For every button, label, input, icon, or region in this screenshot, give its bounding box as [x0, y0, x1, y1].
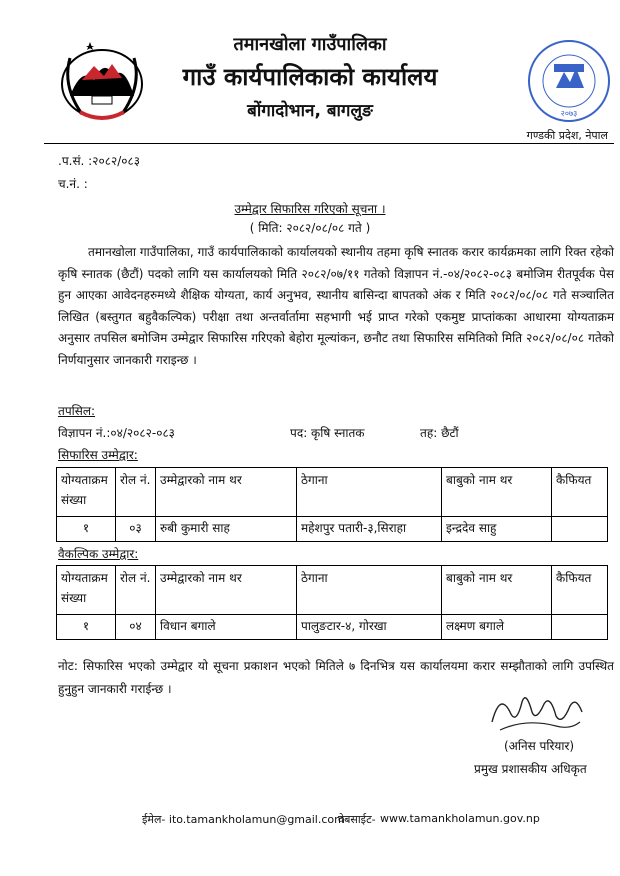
municipality-seal-icon — [524, 36, 614, 126]
reference-number: .प.सं. :२०८२/०८३ — [58, 154, 140, 168]
tapasil-label: तपसिल: — [58, 404, 96, 418]
alternate-table — [56, 565, 608, 640]
table-header-row — [57, 468, 608, 517]
header-cell: बाबुको नाम थर — [442, 566, 552, 615]
address-cell: महेशपुर पतारी-३,सिराहा — [297, 517, 442, 542]
header-cell: उम्मेद्वारको नाम थर — [156, 468, 297, 517]
signature-icon — [486, 682, 586, 742]
roll-cell: ०३ — [116, 517, 156, 542]
signatory-name: (अनिस परियार) — [504, 739, 575, 753]
advertisement-number: विज्ञापन नं.:०४/२०८२-०८३ — [58, 426, 175, 440]
note-text: नोट: सिफारिस भएको उम्मेद्वार यो सूचना प्रकाशन भएको मितिले ७ दिनभित्र यस कार्यालयमा करार सम्झौताको लागि उपस्थित हुनुहुन जानकारी गराईन्छ । — [58, 659, 614, 696]
rank-cell: १ — [57, 517, 116, 542]
header-divider — [44, 143, 614, 144]
signatory-title: प्रमुख प्रशासकीय अधिकृत — [474, 762, 587, 776]
header-cell: ठेगाना — [297, 468, 442, 517]
office-name: गाउँ कार्यपालिकाको कार्यालय — [182, 63, 438, 91]
table-header-row — [57, 566, 608, 615]
table-row — [57, 615, 608, 640]
province-label: गण्डकी प्रदेश, नेपाल — [526, 129, 608, 142]
post-level: तह: छैटौं — [420, 426, 459, 440]
recommended-table — [56, 467, 608, 542]
header-cell: बाबुको नाम थर — [442, 468, 552, 517]
address-cell: पालुङटार-४, गोरखा — [297, 615, 442, 640]
notice-title-text: उम्मेद्वार सिफारिस गरिएको सूचना । — [234, 202, 386, 216]
header-cell: ठेगाना — [297, 566, 442, 615]
office-address: बोंगादोभान, बागलुङ — [247, 101, 373, 121]
remarks-cell — [552, 517, 608, 542]
father-name-cell: लक्ष्मण बगाले — [442, 615, 552, 640]
roll-cell: ०४ — [116, 615, 156, 640]
header-cell: उम्मेद्वारको नाम थर — [156, 566, 297, 615]
post-name: पद: कृषि स्नातक — [290, 426, 365, 440]
father-name-cell: इन्द्रदेव साहु — [442, 517, 552, 542]
table-row — [57, 517, 608, 542]
notice-date: ( मिति: २०८२/०८/०८ गते ) — [249, 221, 371, 235]
header-cell: योग्यताक्रम संख्या — [57, 468, 116, 517]
remarks-cell — [552, 615, 608, 640]
header-cell: कैफियत — [552, 566, 608, 615]
dispatch-number: च.नं. : — [58, 177, 88, 191]
municipality-name: तमानखोला गाउँपालिका — [233, 34, 387, 55]
header-cell: योग्यताक्रम संख्या — [57, 566, 116, 615]
svg-text:२०७३: २०७३ — [560, 109, 578, 118]
footer-website-link[interactable]: www.tamankholamun.gov.np — [380, 812, 540, 825]
header-cell: कैफियत — [552, 468, 608, 517]
recommended-label: सिफारिस उम्मेद्वार: — [58, 448, 138, 462]
rank-cell: १ — [57, 615, 116, 640]
alternate-label: वैकल्पिक उम्मेद्वार: — [58, 547, 139, 561]
notice-title — [0, 200, 620, 217]
footer-website-label: वेबसाईट- — [338, 813, 376, 826]
name-cell: रुबी कुमारी साह — [156, 517, 297, 542]
name-cell: विधान बगाले — [156, 615, 297, 640]
header-cell: रोल नं. — [116, 468, 156, 517]
footer-email: ईमेल- ito.tamankholamun@gmail.com — [142, 813, 345, 826]
header-cell: रोल नं. — [116, 566, 156, 615]
notice-body: तमानखोला गाउँपालिका, गाउँ कार्यपालिकाको कार्यालयको स्थानीय तहमा कृषि स्नातक करार कार्यक्रमका लागि रिक्त रहेको कृषि स्नातक (छैटौं) पदको लागि यस कार्यालयको मिति २०८२/०७/११ गतेको विज्ञापन नं.-०४/२०८२-०८३ बमोजिम रीतपूर्वक पेस हुन आएका आवेदनहरुमध्ये शैक्षिक योग्यता, कार्य अनुभव, स्थानीय बासिन्दा बापतको अंक र मिति २०८२/०८/०८ गते सञ्चालित लिखित (बस्तुगत बहुवैकल्पिक) परीक्षा तथा अन्तर्वार्तामा सहभागी भई प्राप्त गरेको एकमुष्ट प्राप्तांकका आधारमा योग्यताक्रम अनुसार तपसिल बमोजिम उम्मेद्वार सिफारिस गरिएको बेहोरा मूल्यांकन, छनौट तथा सिफारिस समितिको मिति २०८२/०८/०८ गतेको निर्णयानुसार जानकारी गराइन्छ । — [58, 245, 614, 367]
